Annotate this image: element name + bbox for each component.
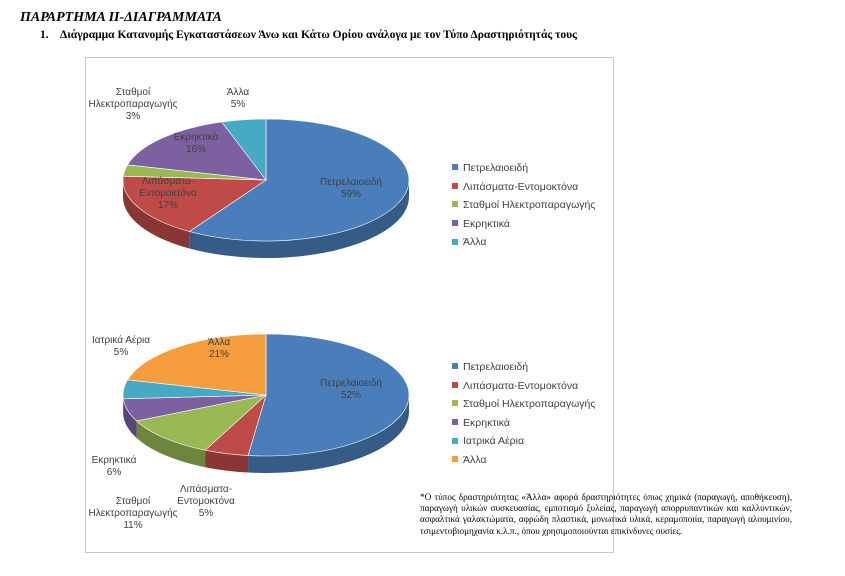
legend-swatch: [452, 382, 458, 388]
legend-swatch: [452, 183, 458, 189]
slice-label-2: Λιπάσματα-Εντομοκτόνα 5%: [177, 484, 235, 519]
legend-swatch: [452, 363, 458, 369]
slice-label-6: Άλλα 21%: [207, 337, 231, 360]
section-title: Διάγραμμα Κατανομής Εγκαταστάσεων Άνω και Κάτω Ορίου ανάλογα με τον Τύπο Δραστηριότητάς τους: [60, 29, 577, 41]
footnote: *Ο τύπος δραστηριότητας «Άλλα» αφορά δραστηριότητες όπως χημικά (παραγωγή, αποθήκευση), παραγωγή υλικών συσκευασίας, εμποτισμό ξυλείας, παραγωγή απορρυπαντικών και καλλυντικών, ασφαλτικά γαλακτώματα, αφρώδη πλαστικά, μονωτικά υλικά, κεραμοποιία, παραγωγή αλουμινίου, τσιμεντοβιομηχανία κ.λ.π., όπου χρησιμοποιούνται επικίνδυνες ουσίες.: [420, 492, 792, 536]
slice-label-4: Εκρηκτικά 6%: [91, 455, 137, 478]
legend-label: Πετρελαιοειδή: [463, 361, 529, 373]
section-heading: [40, 29, 577, 41]
legend-label: Ιατρικά Αέρια: [463, 435, 525, 448]
slice-label-1: Πετρελαιοειδή 52%: [320, 378, 382, 401]
pie-chart-2: [89, 334, 409, 531]
legend-swatch: [452, 164, 458, 170]
legend-label: Εκρηκτικά: [463, 416, 510, 429]
legend-swatch: [452, 220, 458, 226]
legend-swatch: [452, 239, 458, 245]
chart-frame: [85, 57, 614, 553]
legend-item-2: [452, 178, 595, 197]
legend-swatch: [452, 400, 458, 406]
slice-label-3: Σταθμοί Ηλεκτροπαραγωγής 11%: [88, 496, 178, 531]
legend-chart-1: [452, 159, 595, 252]
legend-chart-2: [452, 358, 595, 470]
legend-label: Λιπάσματα-Εντομοκτόνα: [463, 379, 579, 392]
charts-canvas: [86, 58, 613, 552]
legend-item-4: [452, 414, 595, 433]
section-number: 1.: [40, 29, 49, 41]
slice-label-2: Λιπάσματα-Εντομοκτόνα 17%: [139, 176, 197, 211]
legend-item-3: [452, 395, 595, 414]
legend-label: Άλλα: [463, 453, 487, 466]
legend-label: Πετρελαιοειδή: [463, 162, 529, 174]
document-heading: ΠΑΡΑΡΤΗΜΑ ΙΙ-ΔΙΑΓΡΑΜΜΑΤΑ: [20, 10, 222, 25]
legend-swatch: [452, 438, 458, 444]
legend-label: Άλλα: [463, 236, 487, 249]
legend-item-1: [452, 358, 595, 377]
slice-label-5: Ιατρικά Αέρια 5%: [91, 335, 151, 358]
legend-item-1: [452, 159, 595, 178]
legend-item-3: [452, 196, 595, 215]
legend-item-4: [452, 215, 595, 234]
legend-swatch: [452, 456, 458, 462]
legend-swatch: [452, 201, 458, 207]
legend-label: Λιπάσματα-Εντομοκτόνα: [463, 180, 579, 193]
legend-item-6: [452, 451, 595, 470]
legend-item-5: [452, 432, 595, 451]
legend-swatch: [452, 419, 458, 425]
legend-label: Εκρηκτικά: [463, 217, 510, 230]
legend-label: Σταθμοί Ηλεκτροπαραγωγής: [463, 398, 596, 411]
legend-item-2: [452, 377, 595, 396]
slice-label-5: Άλλα 5%: [226, 87, 250, 110]
slice-label-3: Σταθμοί Ηλεκτροπαραγωγής 3%: [88, 87, 178, 122]
legend-label: Σταθμοί Ηλεκτροπαραγωγής: [463, 199, 596, 212]
pie-chart-1: [89, 86, 409, 258]
legend-item-5: [452, 233, 595, 252]
slice-label-4: Εκρηκτικά 16%: [173, 132, 219, 155]
slice-label-1: Πετρελαιοειδή 59%: [320, 177, 382, 200]
